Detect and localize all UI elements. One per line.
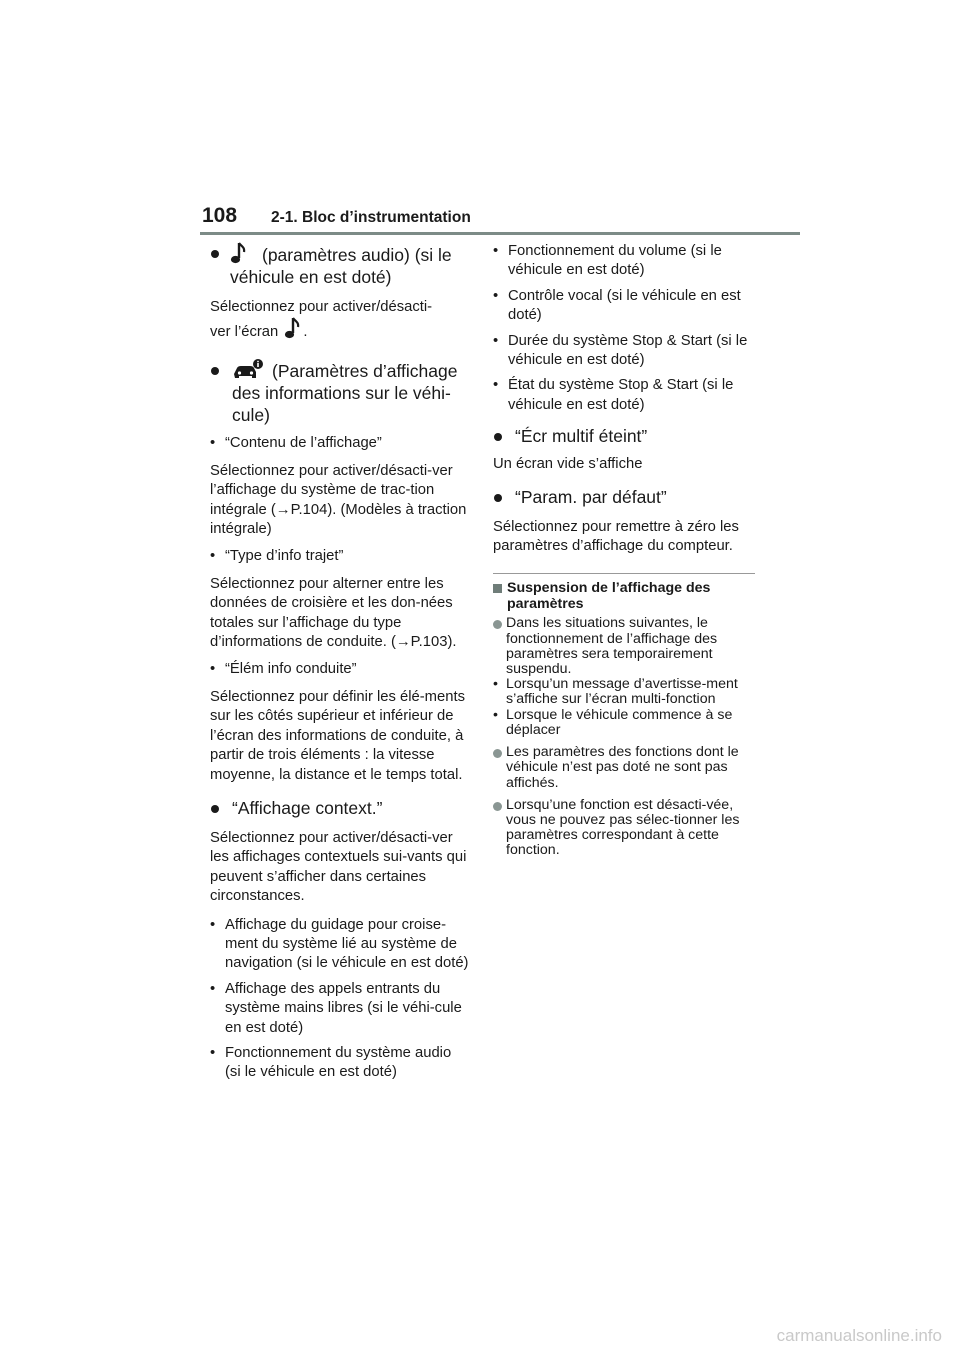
right-list-item-text: Contrôle vocal (si le véhicule en est doté) <box>508 287 741 324</box>
vehicle-info-heading <box>210 359 470 426</box>
multi-off-heading-text: “Écr multif éteint” <box>515 426 648 447</box>
note-sub-item <box>493 677 755 707</box>
note-sub-item-text: Lorsque le véhicule commence à se déplacer <box>506 706 733 738</box>
heading-bullet <box>211 367 219 375</box>
list-bullet: • <box>210 1044 216 1061</box>
contenu-label <box>210 434 470 453</box>
context-item <box>210 980 470 1038</box>
vehicle-heading-text: (Paramètres d’affichage des informations sur le véhi-cule) <box>232 361 458 426</box>
list-bullet: • <box>210 548 216 565</box>
note-bullet-icon <box>493 749 502 758</box>
list-bullet: • <box>210 980 216 997</box>
context-item-text: Affichage des appels entrants du système mains libres (si le véhi-cule en est doté) <box>225 980 462 1036</box>
note-item-text: Dans les situations suivantes, le fonctionnement de l’affichage des paramètres sera temporairement suspendu. <box>506 615 718 678</box>
note-item <box>493 745 755 791</box>
multi-off-body: Un écran vide s’affiche <box>493 456 643 473</box>
right-list-item <box>493 332 755 371</box>
note-item <box>493 616 755 677</box>
watermark: carmanualsonline.info <box>776 1326 942 1345</box>
heading-bullet <box>211 805 219 813</box>
music-note-icon <box>284 317 300 339</box>
contenu-body: Sélectionnez pour activer/désacti-ver l’affichage du système de trac-tion intégrale (→P.104). (Modèles à traction intégrale) <box>210 462 467 538</box>
elem-label <box>210 660 470 679</box>
note-bullet-icon <box>493 802 502 811</box>
default-body: Sélectionnez pour remettre à zéro les paramètres d’affichage du compteur. <box>493 518 739 555</box>
page-header <box>200 204 800 234</box>
note-heading-text: Suspension de l’affichage des paramètres <box>507 580 711 612</box>
heading-bullet <box>494 494 502 502</box>
vehicle-info-icon <box>232 359 264 381</box>
section-square-icon <box>493 584 502 593</box>
note-heading <box>493 581 755 612</box>
multi-off-heading <box>493 425 755 447</box>
note-bullet-icon <box>493 620 502 629</box>
list-bullet: • <box>493 287 499 304</box>
contenu-label-text: “Contenu de l’affichage” <box>225 435 382 452</box>
note-divider <box>493 573 755 574</box>
list-bullet: • <box>493 243 499 259</box>
audio-body-end: . <box>303 324 308 341</box>
note-item <box>493 798 755 859</box>
heading-bullet <box>494 433 502 441</box>
audio-body-line-2: ver l’écran <box>210 324 279 341</box>
context-item <box>210 916 470 974</box>
note-sub-item-text: Lorsqu’un message d’avertisse-ment s’affiche sur l’écran multi-fonction <box>506 676 738 708</box>
right-list-item-text: État du système Stop & Start (si le véhicule en est doté) <box>508 377 734 413</box>
context-heading-text: “Affichage context.” <box>232 797 383 818</box>
right-column <box>493 242 755 859</box>
context-heading <box>210 797 470 819</box>
right-list-item <box>493 242 755 281</box>
context-item-text: Affichage du guidage pour croise-ment du système lié au système de navigation (si le véhicule en est doté) <box>225 916 469 972</box>
list-bullet: • <box>493 676 498 693</box>
context-body: Sélectionnez pour activer/désacti-ver les affichages contextuels sui-vants qui peuvent s’afficher dans certaines circonstances. <box>210 829 467 905</box>
elem-label-text: “Élém info conduite” <box>225 661 357 678</box>
default-heading <box>493 486 755 508</box>
right-list-item <box>493 287 755 326</box>
page-number: 108 <box>202 204 238 227</box>
list-bullet: • <box>210 661 216 678</box>
heading-bullet <box>211 250 219 258</box>
context-item <box>210 1044 470 1083</box>
right-list-item <box>493 376 755 415</box>
default-heading-text: “Param. par défaut” <box>515 486 667 507</box>
list-bullet: • <box>210 435 216 452</box>
audio-heading-text: (paramètres audio) (si le véhicule en est doté) <box>230 245 452 287</box>
left-column <box>210 242 470 1083</box>
note-item-text: Les paramètres des fonctions dont le véhicule n’est pas doté ne sont pas affichés. <box>506 744 739 791</box>
type-label-text: “Type d’info trajet” <box>225 548 344 565</box>
elem-body: Sélectionnez pour définir les élé-ments sur les côtés supérieur et inférieur de l’écran des informations de conduite, à partir de trois éléments : la vitesse moyenne, la distance et le temps total. <box>210 688 465 783</box>
list-bullet: • <box>493 332 499 349</box>
section-title: 2-1. Bloc d’instrumentation <box>271 209 471 226</box>
music-note-icon <box>230 242 246 264</box>
note-item-text: Lorsqu’une fonction est désacti-vée, vous ne pouvez pas sélec-tionner les paramètres correspondant à cette fonction. <box>506 796 740 859</box>
type-body: Sélectionnez pour alterner entre les données de croisière et les don-nées totales sur l’affichage du type d’informations de conduite. (→P.103). <box>210 575 457 651</box>
audio-body-line-1: Sélectionnez pour activer/désacti- <box>210 299 433 315</box>
list-bullet: • <box>493 706 498 723</box>
note-sub-item <box>493 708 755 738</box>
audio-body <box>210 298 470 347</box>
list-bullet: • <box>493 377 499 394</box>
context-item-text: Fonctionnement du système audio (si le véhicule en est doté) <box>225 1044 452 1081</box>
type-label <box>210 547 470 566</box>
right-list-item-text: Durée du système Stop & Start (si le véhicule en est doté) <box>508 332 748 369</box>
list-bullet: • <box>210 916 216 933</box>
right-list-item-text: Fonctionnement du volume (si le véhicule en est doté) <box>508 243 722 279</box>
audio-settings-heading <box>210 242 470 288</box>
header-divider <box>200 232 800 235</box>
